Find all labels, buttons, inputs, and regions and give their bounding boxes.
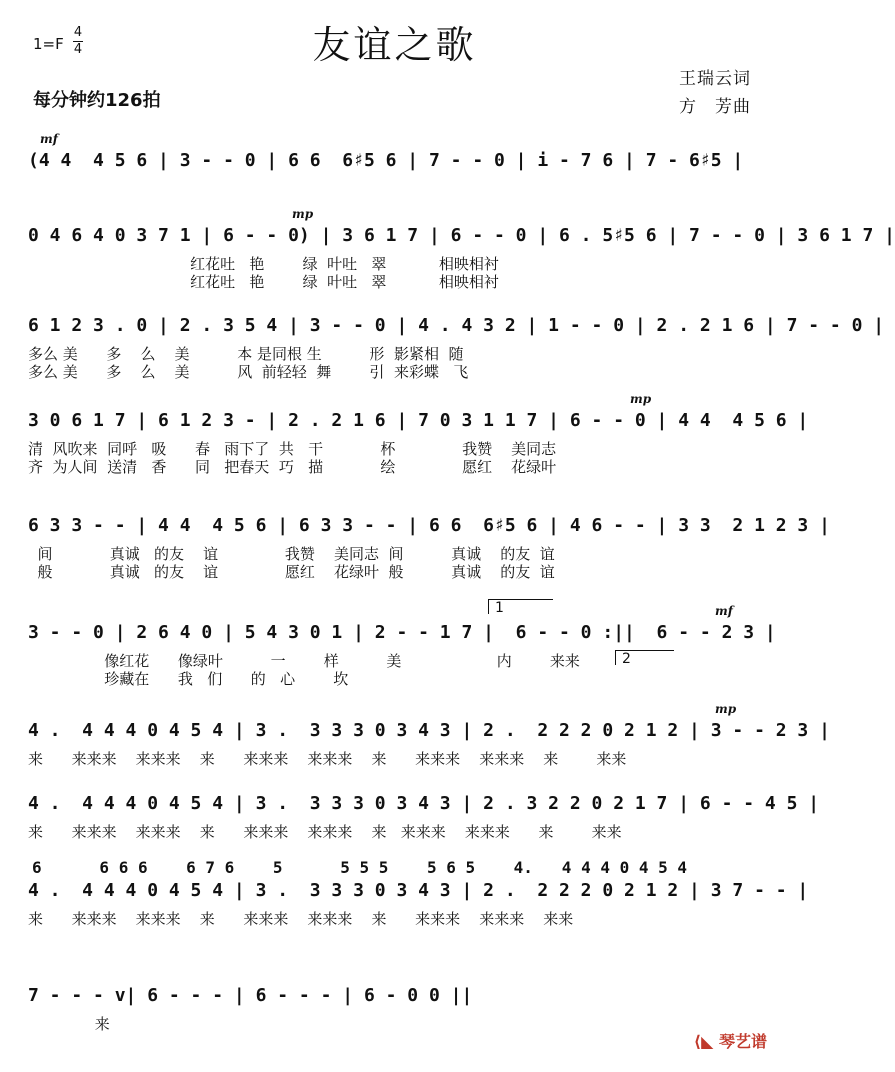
lyric-line: 来 来来来 来来来 来 来来来 来来来 来 来来来 来来来 来来 [28, 910, 574, 928]
notation-line: 7 - - - v| 6 - - - | 6 - - - | 6 - 0 0 || [28, 985, 473, 1006]
dynamic-marking: mf [715, 604, 733, 618]
composer-credit: 方 芳曲 [679, 97, 751, 117]
notation-line: 4 . 4 4 4 0 4 5 4 | 3 . 3 3 3 0 3 4 3 | 2 . 3 2 2 0 2 1 7 | 6 - - 4 5 | [28, 793, 820, 814]
upper-voice-notes: 6 6 6 6 6 7 6 5 5 5 5 5 6 5 4. 4 4 4 0 4 5 4 [32, 858, 688, 877]
dynamic-marking: mp [715, 702, 737, 716]
key-signature: 1=F [33, 35, 64, 53]
lyric-line: 珍藏在 我 们 的 心 坎 [28, 670, 349, 688]
logo-text: 琴艺谱 [718, 1032, 767, 1051]
lyric-line: 红花吐 艳 绿 叶吐 翠 相映相衬 [28, 255, 499, 273]
lyric-line: 清 风吹来 同呼 吸 春 雨下了 共 干 杯 我赞 美同志 [28, 440, 557, 458]
notation-line: 3 - - 0 | 2 6 4 0 | 5 4 3 0 1 | 2 - - 1 7 | 6 - - 0 :|| 6 - - 2 3 | [28, 622, 776, 643]
notation-line: 6 1 2 3 . 0 | 2 . 3 5 4 | 3 - - 0 | 4 . 4 3 2 | 1 - - 0 | 2 . 2 1 6 | 7 - - 0 | [28, 315, 885, 336]
song-title: 友谊之歌 [312, 23, 477, 67]
logo-icon: ⟨◣ [693, 1032, 714, 1051]
lyric-line: 般 真诚 的友 谊 愿红 花绿叶 般 真诚 的友 谊 [28, 563, 555, 581]
dynamic-marking: mp [630, 392, 652, 406]
lyric-line: 红花吐 艳 绿 叶吐 翠 相映相衬 [28, 273, 499, 291]
volta-ending: 1 [488, 599, 553, 614]
lyric-line: 多么 美 多 么 美 风 前轻轻 舞 引 来彩蝶 飞 [28, 363, 469, 381]
notation-line: (4 4 4 5 6 | 3 - - 0 | 6 6 6♯5 6 | 7 - - 0 | i - 7 6 | 7 - 6♯5 | [28, 150, 744, 171]
lyric-line: 多么 美 多 么 美 本 是同根 生 形 影紧相 随 [28, 345, 464, 363]
notation-line: 3 0 6 1 7 | 6 1 2 3 - | 2 . 2 1 6 | 7 0 3 1 1 7 | 6 - - 0 | 4 4 4 5 6 | [28, 410, 809, 431]
dynamic-marking: mp [292, 207, 314, 221]
lyric-line: 间 真诚 的友 谊 我赞 美同志 间 真诚 的友 谊 [28, 545, 555, 563]
tempo-marking: 每分钟约126拍 [33, 90, 161, 111]
volta-ending: 2 [615, 650, 674, 665]
lyric-line: 来 来来来 来来来 来 来来来 来来来 来 来来来 来来来 来 来来 [28, 823, 622, 841]
notation-line: 0 4 6 4 0 3 7 1 | 6 - - 0) | 3 6 1 7 | 6 - - 0 | 6 . 5♯5 6 | 7 - - 0 | 3 6 1 7 | [28, 225, 895, 246]
notation-line: 4 . 4 4 4 0 4 5 4 | 3 . 3 3 3 0 3 4 3 | 2 . 2 2 2 0 2 1 2 | 3 7 - - | [28, 880, 809, 901]
site-logo [694, 1029, 767, 1052]
lyric-line: 齐 为人间 送清 香 同 把春天 巧 描 绘 愿红 花绿叶 [28, 458, 557, 476]
dynamic-marking: mf [40, 132, 58, 146]
time-bottom: 4 [73, 42, 83, 57]
lyricist-credit: 王瑞云词 [679, 69, 751, 89]
notation-line: 6 3 3 - - | 4 4 4 5 6 | 6 3 3 - - | 6 6 6♯5 6 | 4 6 - - | 3 3 2 1 2 3 | [28, 515, 830, 536]
notation-line: 4 . 4 4 4 0 4 5 4 | 3 . 3 3 3 0 3 4 3 | 2 . 2 2 2 0 2 1 2 | 3 - - 2 3 | [28, 720, 830, 741]
time-signature [73, 26, 83, 57]
lyric-line: 来 [28, 1015, 110, 1033]
time-top: 4 [73, 25, 83, 40]
lyric-line: 像红花 像绿叶 一 样 美 内 来来 [28, 652, 580, 670]
lyric-line: 来 来来来 来来来 来 来来来 来来来 来 来来来 来来来 来 来来 [28, 750, 627, 768]
